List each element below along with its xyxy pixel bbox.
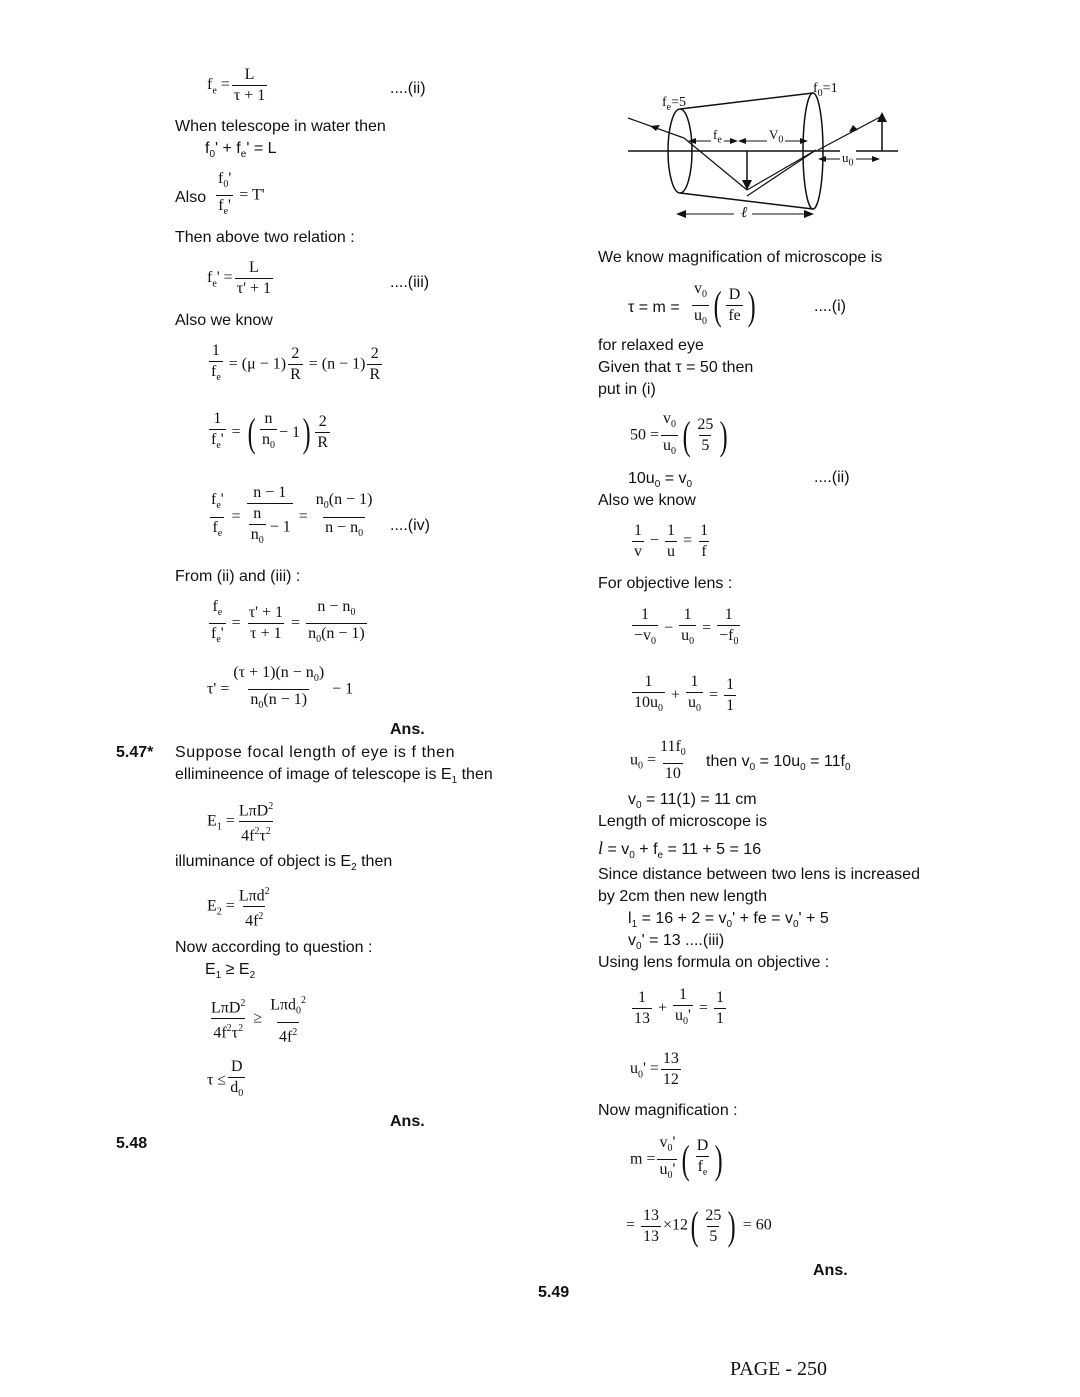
page-number: PAGE - 250 xyxy=(730,1358,828,1380)
eq-label-iii: ....(iii) xyxy=(390,274,430,291)
eq-label-ii: ....(ii) xyxy=(390,80,426,97)
eq-E1-ge-E2-expanded: $\frac{L\pi D^2}{4f^2\tau^2}$ ≥ $\frac{L\pi d_0^2}{4f^2}$ xyxy=(211,995,307,1045)
text-given: Given that τ = 50 then xyxy=(598,359,754,376)
diagram-label-mid-v0: $V_0$ xyxy=(769,127,784,146)
eq-label-i: ....(i) xyxy=(814,298,846,315)
eq-fe-L-over-tau: $f_e$ = $\frac{L}{\tau + 1}$ xyxy=(207,66,266,104)
text-length-micro: Length of microscope is xyxy=(598,813,767,830)
text-since-line1: Since distance between two lens is increased xyxy=(598,866,920,883)
text-also-know-right: Also we know xyxy=(598,492,696,509)
eq-v0p-13: $v_0' = 13$ ....(iii) xyxy=(628,932,725,953)
eq-E1-ge-E2: $E_1 \ge E_2$ xyxy=(205,961,256,982)
eq-tau-prime: τ' = $\frac{(\tau + 1)(n - n_0)}{n_0(n - 1)}$ − 1 xyxy=(207,664,353,715)
eq-E1: $E_1$ = $\frac{L\pi D^2}{4f^2\tau^2}$ xyxy=(207,801,274,845)
diagram-label-u0: $u_0$ xyxy=(842,150,854,169)
eq-tau-le-D-d0: τ ≤ $\frac{D}{d_0}$ xyxy=(207,1058,247,1103)
eq-lensmaker-water: $\frac{1}{f_e'}$ = ( $\frac{n}{n_0}$ − 1 ) $\frac{2}{R}$ xyxy=(211,409,329,455)
eq-v0-11: $v_0 = 11(1) = 11$ cm xyxy=(628,791,757,812)
question-5-49-number: 5.49 xyxy=(538,1284,570,1301)
eq-mag-formula: $\frac{v_0}{u_0}$ ( $\frac{D}{fe}$ ) xyxy=(690,280,758,331)
text-tau-m: τ = m = xyxy=(628,299,680,316)
ans-label-1: Ans. xyxy=(390,721,425,738)
eq-label-iv: ....(iv) xyxy=(390,517,430,534)
text-since-line2: by 2cm then new length xyxy=(598,888,767,905)
eq-50: 50 = $\frac{v_0}{u_0}$ ( $\frac{25}{5}$ ) xyxy=(630,410,731,461)
eq-E2: $E_2$ = $\frac{L\pi d^2}{4f^2}$ xyxy=(207,886,270,930)
ans-label-3: Ans. xyxy=(813,1262,848,1279)
text-from-ii-iii: From (ii) and (iii) : xyxy=(175,568,301,585)
eq-objective-3: $\frac{1}{13}$ + $\frac{1}{u_0'}$ = $\frac{1}{1}$ xyxy=(630,986,728,1031)
eq-new-mag: m = $\frac{v_0'}{u_0'}$ ( $\frac{D}{f_e}$ ) xyxy=(630,1134,726,1185)
eq-lens-formula: $\frac{1}{v}$ − $\frac{1}{u}$ = $\frac{1}{f}$ xyxy=(634,522,709,560)
eq-lensmaker: $\frac{1}{f_e}$ = (μ − 1) $\frac{2}{R}$ = (n − 1) $\frac{2}{R}$ xyxy=(207,342,384,387)
text-according: Now according to question : xyxy=(175,939,373,956)
question-5-48-number: 5.48 xyxy=(116,1135,148,1152)
question-5-47-line2: ellimineence of image of telescope is $E_1$ then xyxy=(175,766,493,787)
text-for-objective: For objective lens : xyxy=(598,575,733,592)
eq-f0p-over-fep: $\frac{f_0'}{f_e'}$ = T' xyxy=(214,170,265,221)
text-illum-object: illuminance of object is $E_2$ then xyxy=(175,853,393,874)
eq-objective-1: $\frac{1}{-v_0}$ − $\frac{1}{u_0}$ = $\frac{1}{-f_0}$ xyxy=(630,606,742,651)
eq-final-60: = $\frac{13}{13}$ ×12 ( $\frac{25}{5}$ ) = 60 xyxy=(626,1203,772,1248)
eq-objective-2: $\frac{1}{10u_0}$ + $\frac{1}{u_0}$ = $\frac{1}{1}$ xyxy=(630,673,738,718)
eq-l1: $l_1 = 16 + 2 = v_0'$ + fe = $v_0' + 5$ xyxy=(628,910,829,931)
diagram-label-mid-fe: $f_e$ xyxy=(713,127,722,146)
diagram-label-length: ℓ xyxy=(741,205,748,221)
eq-u0p: $u_0'$ = $\frac{13}{12}$ xyxy=(630,1050,679,1088)
text-relaxed: for relaxed eye xyxy=(598,337,704,354)
eq-label-ii-right: ....(ii) xyxy=(814,469,850,486)
text-put-in: put in (i) xyxy=(598,381,656,398)
eq-u0-11f0: $u_0$ = $\frac{11f_0}{10}$ xyxy=(630,738,686,783)
eq-fe-over-fep-ratio: $\frac{f_e}{f_e'}$ = $\frac{\tau' + 1}{\tau + 1}$ = $\frac{n - n_0}{n_0(n - 1)}$ xyxy=(207,598,369,649)
question-5-47-line1: Suppose focal length of eye is f then xyxy=(175,744,456,761)
text-know-mag: We know magnification of microscope is xyxy=(598,249,883,266)
diagram-label-fe-5: $f_e=5$ xyxy=(662,95,687,113)
question-5-47-number: 5.47* xyxy=(116,744,154,761)
text-now-mag: Now magnification : xyxy=(598,1102,738,1119)
eq-l-length: $l = v_0 + f_e = 11 + 5 = 16$ xyxy=(598,838,762,862)
ans-label-2: Ans. xyxy=(390,1113,425,1130)
diagram-label-f0-1: $f_0=1$ xyxy=(813,81,838,99)
eq-fep-over-fe: $\frac{f_e'}{f_e}$ = n − 1 $\frac{n}{n_0}$ − 1 = $\frac{n_0(n - 1)}{n - n_0}$ xyxy=(207,484,376,550)
eq-f0-plus-fe: $f_0' + f_e' = L$ xyxy=(205,140,277,161)
text-using-lens: Using lens formula on objective : xyxy=(598,954,830,971)
eq-fep-L-over-taup: $f_e'$ = $\frac{L}{\tau' + 1}$ xyxy=(207,259,272,297)
text-then-v0: then $v_0 = 10u_0 = 11f_0$ xyxy=(706,753,851,774)
text-above-two: Then above two relation : xyxy=(175,229,355,246)
text-also: Also xyxy=(175,189,207,206)
text-telescope-water: When telescope in water then xyxy=(175,118,386,135)
text-also-know: Also we know xyxy=(175,312,273,329)
eq-10u0: $10u_0 = v_0$ xyxy=(628,470,693,491)
